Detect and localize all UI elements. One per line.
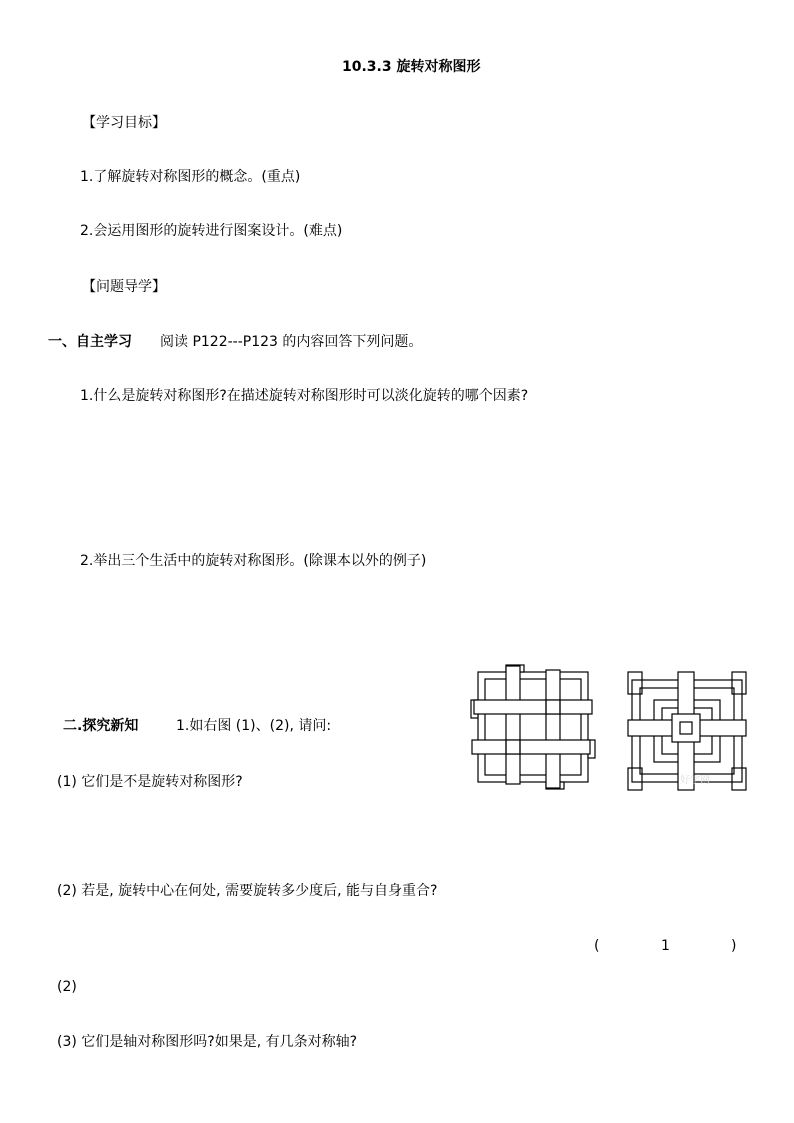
section2-intro: 1.如右图 (1)、(2), 请问: <box>176 718 332 734</box>
section2-question-1: (1) 它们是不是旋转对称图形? <box>57 774 243 790</box>
section1-label: 一、自主学习 <box>48 334 132 350</box>
objective-item-2: 2.会运用图形的旋转进行图案设计。(难点) <box>80 223 343 239</box>
watermark: 好学网 <box>680 775 710 786</box>
objectives-heading: 【学习目标】 <box>82 115 166 131</box>
figure-caption-left-paren: ( <box>594 938 600 954</box>
figure-caption-number: 1 <box>661 938 670 954</box>
guide-heading: 【问题导学】 <box>82 279 166 295</box>
figure-caption-2: (2) <box>57 979 77 995</box>
section2-label: 二.探究新知 <box>63 718 139 734</box>
page-title: 10.3.3 旋转对称图形 <box>342 59 481 75</box>
section2-question-3: (3) 它们是轴对称图形吗?如果是, 有几条对称轴? <box>57 1034 358 1050</box>
figure-caption-right-paren: ) <box>731 938 737 954</box>
section1-question-2: 2.举出三个生活中的旋转对称图形。(除课本以外的例子) <box>80 553 427 569</box>
section1-question-1: 1.什么是旋转对称图形?在描述旋转对称图形时可以淡化旋转的哪个因素? <box>80 388 529 404</box>
objective-item-1: 1.了解旋转对称图形的概念。(重点) <box>80 169 301 185</box>
figure-1-lattice <box>470 664 596 790</box>
section1-instruction: 阅读 P122---P123 的内容回答下列问题。 <box>160 334 423 350</box>
section2-question-2: (2) 若是, 旋转中心在何处, 需要旋转多少度后, 能与自身重合? <box>57 883 438 899</box>
